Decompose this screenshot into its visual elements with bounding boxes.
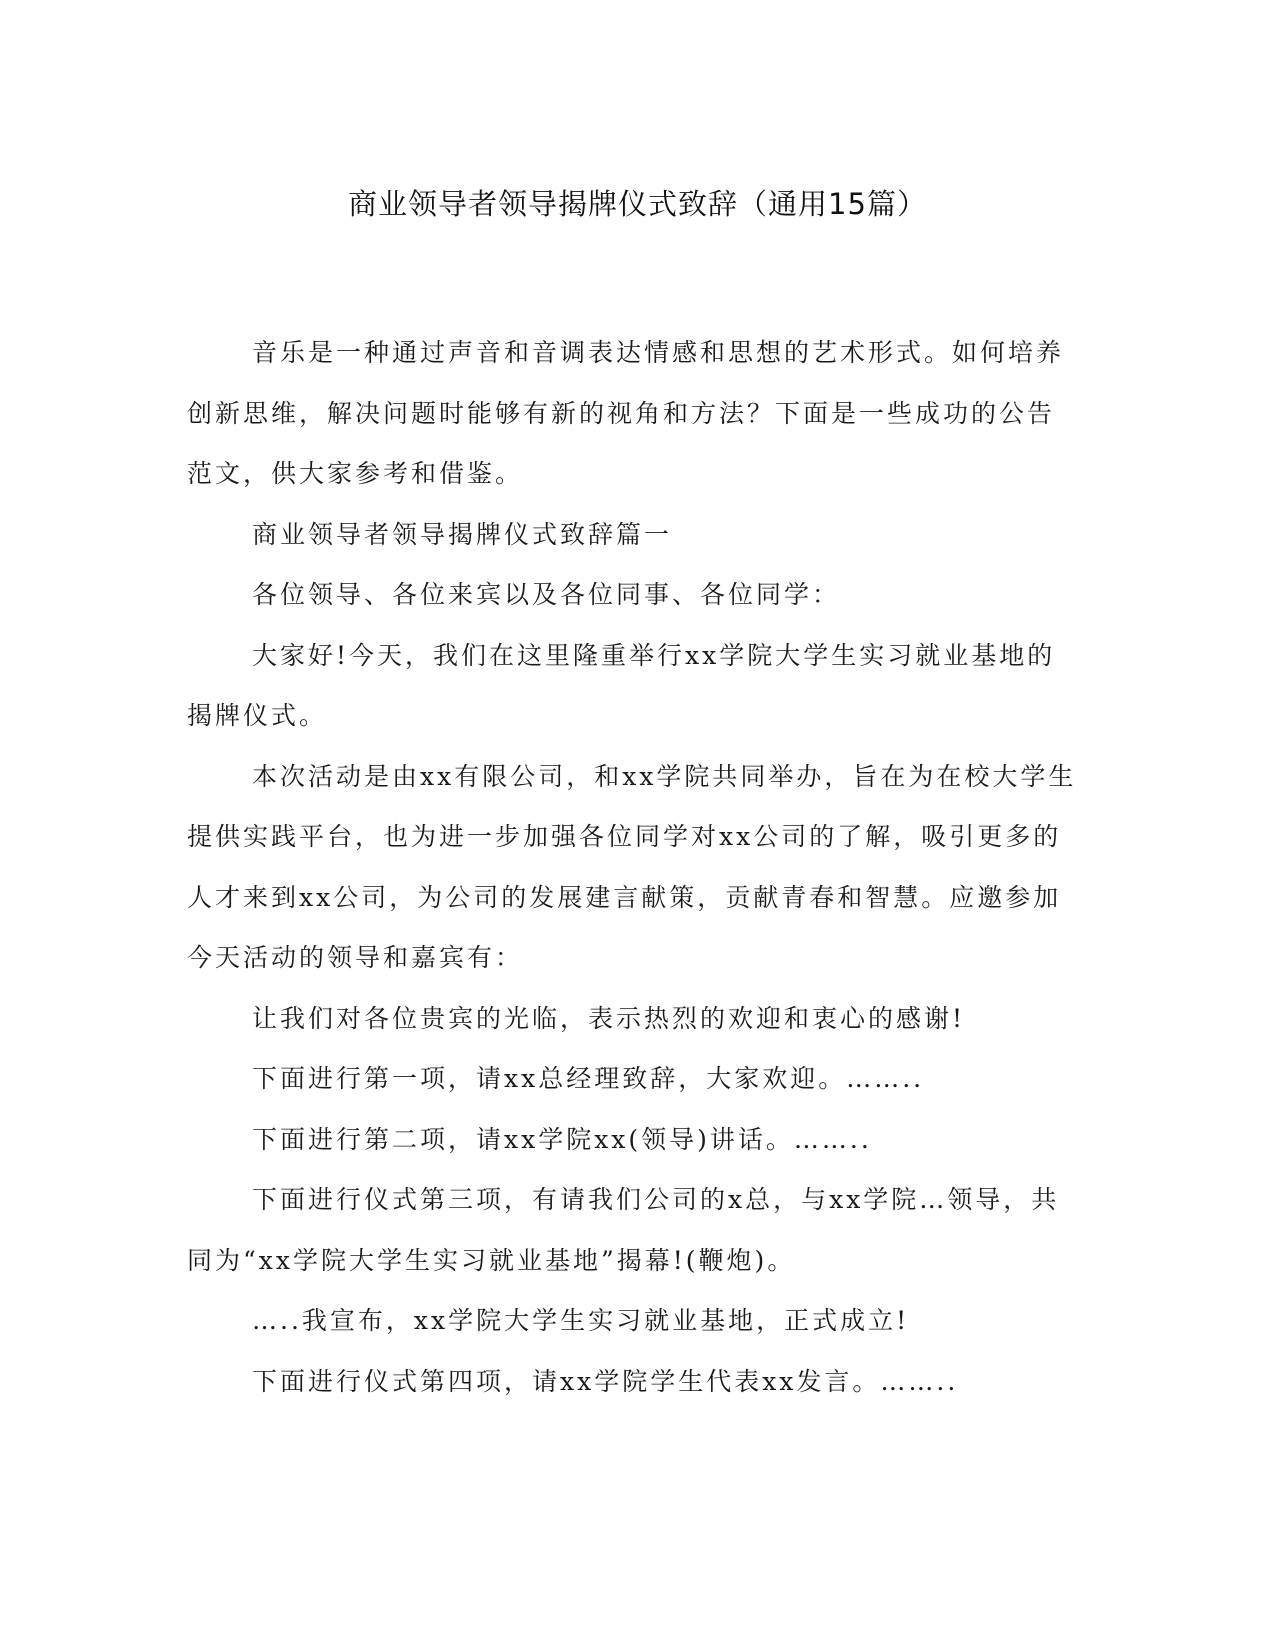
paragraph-item-four: 下面进行仪式第四项，请xx学院学生代表xx发言。……..	[252, 1366, 959, 1396]
paragraph-welcome: 让我们对各位贵宾的光临，表示热烈的欢迎和衷心的感谢!	[252, 1003, 966, 1033]
paragraph-purpose: 本次活动是由xx有限公司，和xx学院共同举办，旨在为在校大学生提供实践平台，也为进一步加强各位同学对xx公司的了解，吸引更多的人才来到xx公司，为公司的发展建言献策，贡献青春和智慧。应邀参加今天活动的领导和嘉宾有：	[187, 761, 1077, 972]
paragraph-greeting: 大家好!今天，我们在这里隆重举行xx学院大学生实习就业基地的揭牌仪式。	[187, 640, 1056, 730]
paragraph-item-three: 下面进行仪式第三项，有请我们公司的x总，与xx学院…领导，共同为“xx学院大学生实习就业基地”揭幕!(鞭炮)。	[187, 1185, 1060, 1275]
paragraph-item-two: 下面进行第二项，请xx学院xx(领导)讲话。……..	[252, 1124, 872, 1154]
paragraph-intro: 音乐是一种通过声音和音调表达情感和思想的艺术形式。如何培养创新思维，解决问题时能够有新的视角和方法？下面是一些成功的公告范文，供大家参考和借鉴。	[187, 338, 1065, 488]
paragraph-salutation: 各位领导、各位来宾以及各位同事、各位同学：	[252, 580, 841, 609]
section-heading: 商业领导者领导揭牌仪式致辞篇一	[252, 519, 673, 549]
document-body	[187, 323, 1077, 1412]
paragraph-item-one: 下面进行第一项，请xx总经理致辞，大家欢迎。……..	[252, 1064, 925, 1093]
paragraph-announcement: …..我宣布，xx学院大学生实习就业基地，正式成立!	[252, 1306, 910, 1335]
document-title: 商业领导者领导揭牌仪式致辞（通用15篇）	[348, 187, 927, 221]
